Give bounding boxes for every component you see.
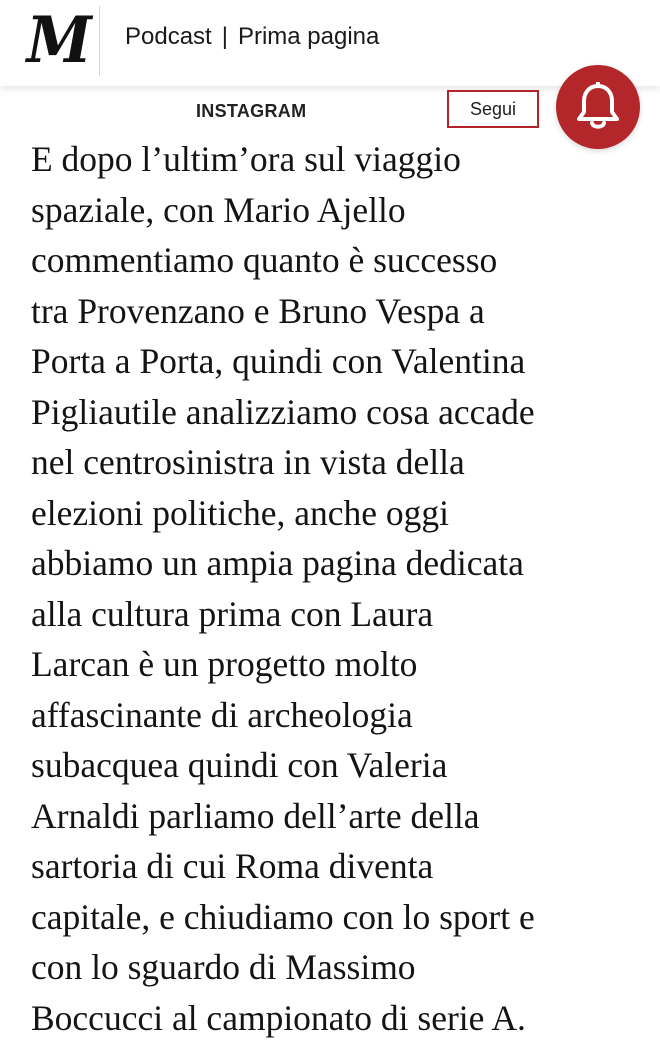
article-line: alla cultura prima con Laura [31, 593, 434, 634]
article-line: Boccucci al campionato di serie A. [31, 997, 526, 1038]
article-body [31, 134, 646, 1043]
breadcrumb-nav [125, 20, 379, 54]
nav-separator: | [221, 23, 228, 50]
article-line: Porta a Porta, quindi con Valentina [31, 341, 526, 381]
nav-front-page-link[interactable]: Prima pagina [237, 23, 380, 50]
article-line: subacquea quindi con Valeria [31, 745, 448, 785]
follow-button[interactable] [447, 90, 539, 128]
article-line: commentiamo quanto è successo [31, 240, 498, 280]
follow-button-label: Segui [469, 98, 517, 119]
article-line: E dopo l’ultim’ora sul viaggio [31, 139, 461, 179]
article-line: con lo sguardo di Massimo [31, 947, 416, 987]
article-line: Larcan è un progetto molto [31, 644, 418, 684]
nav-podcast-link[interactable]: Podcast [125, 23, 212, 50]
bell-icon [575, 82, 621, 132]
section-label: INSTAGRAM [196, 101, 307, 121]
article-line: Arnaldi parliamo dell’arte della [31, 795, 480, 836]
article-line: sartoria di cui Roma diventa [31, 846, 434, 886]
article-line: abbiamo un ampia pagina dedicata [31, 543, 524, 583]
article-line: nel centrosinistra in vista della [31, 442, 465, 482]
article-line: capitale, e chiudiamo con lo sport e [31, 896, 535, 937]
logo-divider [99, 6, 100, 76]
newspaper-logo[interactable]: M [26, 3, 90, 78]
article-line: tra Provenzano e Bruno Vespa a [31, 290, 485, 331]
article-line: affascinante di archeologia [31, 694, 413, 735]
article-line: Pigliautile analizziamo cosa accade [31, 391, 535, 432]
article-line: spaziale, con Mario Ajello [31, 189, 406, 230]
top-bar [0, 0, 660, 86]
article-line: elezioni politiche, anche oggi [31, 492, 449, 533]
